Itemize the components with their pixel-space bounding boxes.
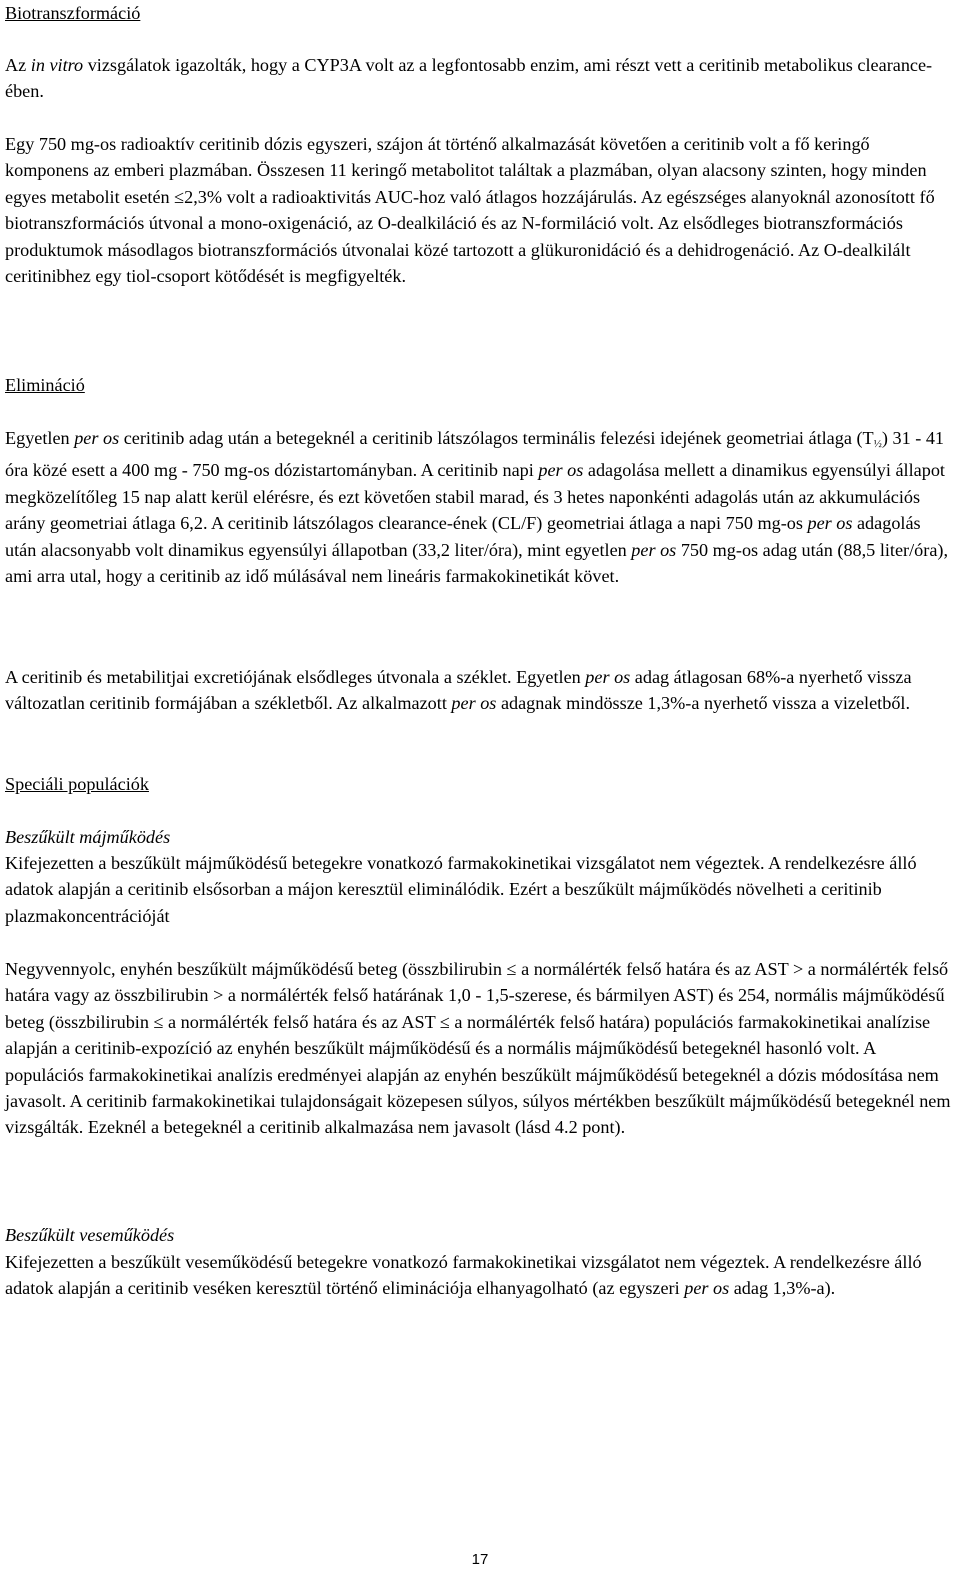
elimination-paragraph-2: A ceritinib és metabilitjai excretiójának elsődleges útvonala a széklet. Egyetlen per os adag átlagosan 68%-a nyerhető vissza változatlan ceritinib formájában a székletből. Az alkalmazott per os adagnak mindössze 1,3%-a nyerhető vissza a vizeletből. — [5, 667, 912, 714]
subheading-renal-impairment: Beszűkült veseműködés — [5, 1225, 175, 1245]
page-number: 17 — [471, 1551, 489, 1568]
section-heading-biotransformation: Biotranszformáció — [5, 3, 141, 23]
biotransformation-paragraph-1: Az in vitro vizsgálatok igazolták, hogy a CYP3A volt az a legfontosabb enzim, ami részt vett a ceritinib metabolikus clearance-ében. — [5, 55, 933, 102]
subheading-hepatic-impairment: Beszűkült májműködés — [5, 827, 171, 847]
biotransformation-paragraph-2: Egy 750 mg-os radioaktív ceritinib dózis egyszeri, szájon át történő alkalmazását követően a ceritinib volt a fő keringő komponens az emberi plazmában. Összesen 11 keringő metabolitot találtak a plazmában, olyan alacsony szinten, hogy minden egyes metabolit esetén ≤2,3% volt a radioaktivitás AUC-hoz való átlagos hozzájárulás. Az egészséges alanyoknál azonosított fő biotranszformációs útvonal a mono-oxigenáció, az O-dealkiláció és az N-formiláció volt. Az elsődleges biotranszformációs produktumok másodlagos biotranszformációs útvonalai közé tartozott a glükuronidáció és a dehidrogenáció. Az O-dealkilált ceritinibhez egy tiol-csoport kötődését is megfigyelték. — [5, 134, 935, 287]
hepatic-paragraph-1: Kifejezetten a beszűkült májműködésű betegekre vonatkozó farmakokinetikai vizsgálatot nem végeztek. A rendelkezésre álló adatok alapján a ceritinib elsősorban a májon keresztül eliminálódik. Ezért a beszűkült májműködés növelheti a ceritinib plazmakoncentrációját — [5, 853, 917, 926]
elimination-paragraph-1: Egyetlen per os ceritinib adag után a betegeknél a ceritinib látszólagos terminális felezési idejének geometriai átlaga $(T_{\frac{1}{2}})$ 31 - 41 óra közé esett a 400 mg - 750 mg-os dózistartományban. A ceritinib napi per os adagolása mellett a dinamikus egyensúlyi állapot megközelítőleg 15 nap alatt kerül elérésre, és ezt követően stabil marad, és 3 hetes naponkénti adagolás után az akkumulációs arány geometriai átlaga 6,2. A ceritinib látszólagos clearance-ének (CL/F) geometriai átlaga a napi 750 mg-os per os adagolás után alacsonyabb volt dinamikus egyensúlyi állapotban (33,2 liter/óra), mint egyetlen per os 750 mg-os adag után (88,5 liter/óra), ami arra utal, hogy a ceritinib az idő múlásával nem lineáris farmakokinetikát követ. — [5, 428, 948, 587]
section-heading-special-populations: Speciáli populációk — [5, 774, 149, 794]
hepatic-paragraph-2: Negyvennyolc, enyhén beszűkült májműködésű beteg (összbilirubin ≤ a normálérték felső határa és az AST > a normálérték felső határa vagy az összbilirubin > a normálérték felső határának 1,0 - 1,5-szerese, és bármilyen AST) és 254, normális májműködésű beteg (összbilirubin ≤ a normálérték felső határa és az AST ≤ a normálérték felső határa) populációs farmakokinetikai analízise alapján a ceritinib-expozíció az enyhén beszűkült májműködésű és a normális májműködésű betegeknél hasonló volt. A populációs farmakokinetikai analízis eredményei alapján az enyhén beszűkült májműködésű betegeknél a dózis módosítása nem javasolt. A ceritinib farmakokinetikai tulajdonságait közepesen súlyos, súlyos mértékben beszűkült májműködésű betegeknél nem vizsgálták. Ezeknél a betegeknél a ceritinib alkalmazása nem javasolt (lásd 4.2 pont). — [5, 959, 951, 1138]
renal-paragraph-1: Kifejezetten a beszűkült veseműködésű betegekre vonatkozó farmakokinetikai vizsgálatot nem végeztek. A rendelkezésre álló adatok alapján a ceritinib veséken keresztül történő eliminációja elhanyagolható (az egyszeri per os adag 1,3%-a). — [5, 1252, 922, 1299]
section-heading-elimination: Elimináció — [5, 375, 85, 395]
